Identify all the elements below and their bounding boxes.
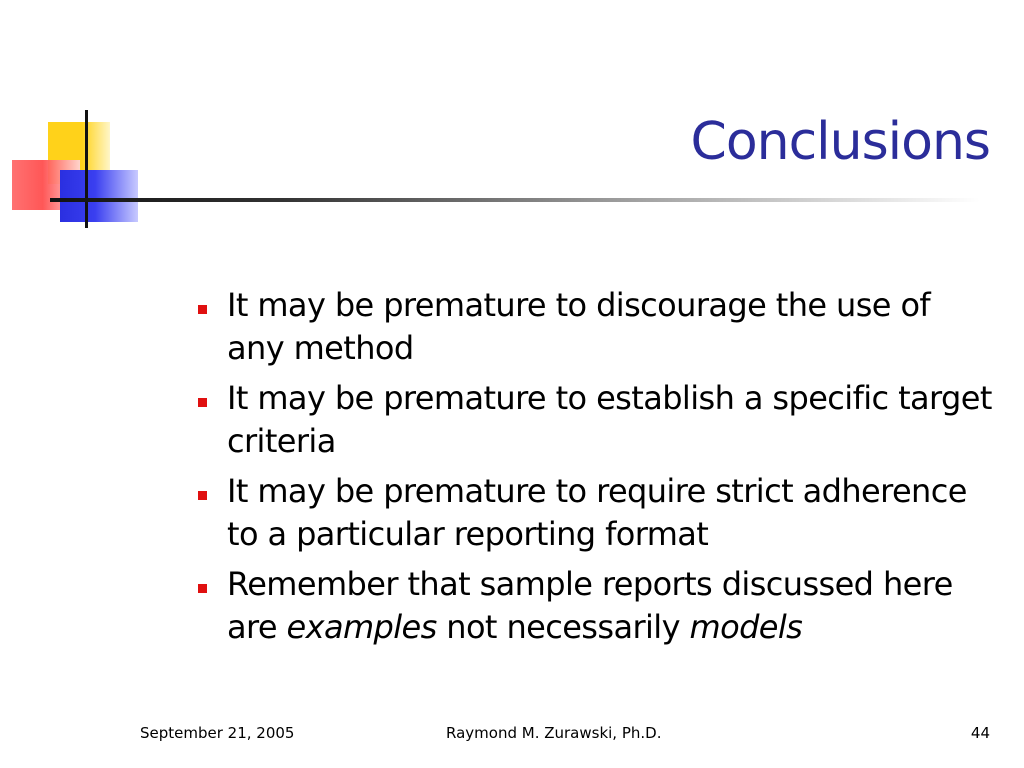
logo-vertical-rule [85, 110, 88, 228]
bullet-item [196, 470, 996, 556]
bullet-item [196, 563, 996, 649]
slide-title: Conclusions [690, 112, 990, 172]
bullet-text [227, 565, 953, 646]
bullet-square-icon [198, 398, 207, 407]
bullet-text-part: not necessarily [436, 608, 690, 646]
bullet-text-part: Remember that sample reports discussed here are [227, 565, 953, 646]
bullet-item [196, 284, 996, 370]
emphasis-examples: examples [286, 608, 437, 646]
bullet-text: It may be premature to establish a specific target criteria [227, 379, 992, 460]
footer-date: September 21, 2005 [140, 724, 295, 742]
bullet-text: It may be premature to discourage the use of any method [227, 286, 931, 367]
logo-blue-square [60, 170, 138, 222]
bullet-text: It may be premature to require strict adherence to a particular reporting format [227, 472, 967, 553]
bullet-square-icon [198, 305, 207, 314]
bullet-square-icon [198, 584, 207, 593]
bullet-list [196, 284, 996, 656]
bullet-square-icon [198, 491, 207, 500]
bullet-item [196, 377, 996, 463]
footer-author: Raymond M. Zurawski, Ph.D. [446, 724, 662, 742]
title-underline-rule [50, 198, 980, 202]
emphasis-models: models [689, 608, 803, 646]
page-number: 44 [970, 724, 990, 742]
